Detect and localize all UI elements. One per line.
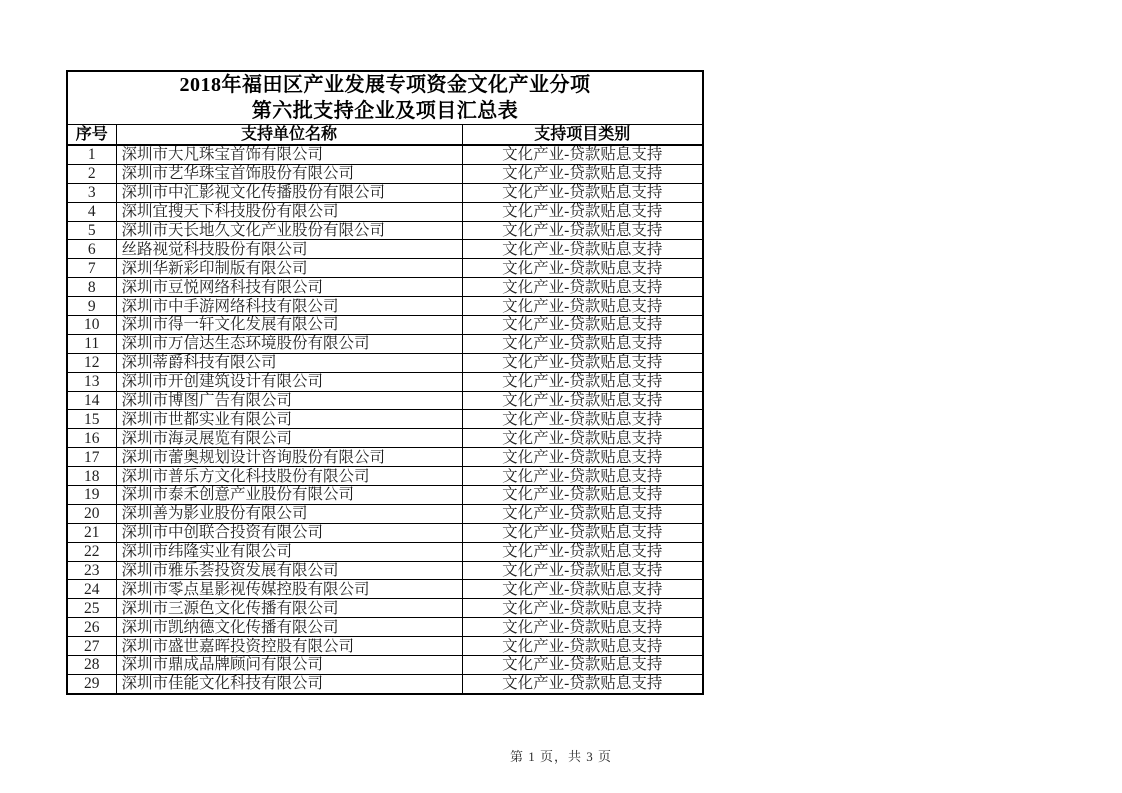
- page-number-text: 第 1 页，共 3 页: [509, 749, 612, 764]
- table-row: [67, 674, 703, 693]
- project-category: 文化产业-贷款贴息支持: [462, 259, 703, 278]
- project-category: 文化产业-贷款贴息支持: [462, 372, 703, 391]
- table-row: [67, 240, 703, 259]
- project-category: 文化产业-贷款贴息支持: [462, 145, 703, 164]
- project-category: 文化产业-贷款贴息支持: [462, 183, 703, 202]
- company-name: 深圳宜搜天下科技股份有限公司: [116, 202, 462, 221]
- row-number: 16: [67, 429, 116, 448]
- company-name: 深圳市盛世嘉晖投资控股有限公司: [116, 637, 462, 656]
- table-row: [67, 599, 703, 618]
- company-name: 深圳善为影业股份有限公司: [116, 504, 462, 523]
- table-row: [67, 429, 703, 448]
- header-row: [67, 125, 703, 146]
- header-col-category: 支持项目类别: [462, 125, 703, 146]
- row-number: 11: [67, 334, 116, 353]
- table-row: [67, 353, 703, 372]
- company-name: 深圳市蕾奥规划设计咨询股份有限公司: [116, 448, 462, 467]
- project-category: 文化产业-贷款贴息支持: [462, 580, 703, 599]
- company-name: 深圳华新彩印制版有限公司: [116, 259, 462, 278]
- project-category: 文化产业-贷款贴息支持: [462, 448, 703, 467]
- project-category: 文化产业-贷款贴息支持: [462, 334, 703, 353]
- table-row: [67, 221, 703, 240]
- project-category: 文化产业-贷款贴息支持: [462, 391, 703, 410]
- project-category: 文化产业-贷款贴息支持: [462, 467, 703, 486]
- row-number: 26: [67, 618, 116, 637]
- project-category: 文化产业-贷款贴息支持: [462, 637, 703, 656]
- project-category: 文化产业-贷款贴息支持: [462, 202, 703, 221]
- project-category: 文化产业-贷款贴息支持: [462, 164, 703, 183]
- table-row: [67, 297, 703, 316]
- row-number: 12: [67, 353, 116, 372]
- row-number: 18: [67, 467, 116, 486]
- company-name: 深圳市万信达生态环境股份有限公司: [116, 334, 462, 353]
- table-row: [67, 372, 703, 391]
- table-body: [67, 145, 703, 694]
- header-col-no: 序号: [67, 125, 116, 146]
- table-row: [67, 542, 703, 561]
- table-row: [67, 259, 703, 278]
- company-name: 深圳市中汇影视文化传播股份有限公司: [116, 183, 462, 202]
- table-row: [67, 164, 703, 183]
- table-row: [67, 580, 703, 599]
- company-name: 深圳市鼎成品牌顾问有限公司: [116, 656, 462, 675]
- company-name: 深圳市佳能文化科技有限公司: [116, 674, 462, 693]
- page-footer: [0, 746, 1122, 765]
- table-row: [67, 334, 703, 353]
- project-category: 文化产业-贷款贴息支持: [462, 410, 703, 429]
- company-name: 深圳市雅乐荟投资发展有限公司: [116, 561, 462, 580]
- row-number: 23: [67, 561, 116, 580]
- table-row: [67, 202, 703, 221]
- row-number: 5: [67, 221, 116, 240]
- company-name: 深圳市海灵展览有限公司: [116, 429, 462, 448]
- project-category: 文化产业-贷款贴息支持: [462, 656, 703, 675]
- row-number: 14: [67, 391, 116, 410]
- row-number: 3: [67, 183, 116, 202]
- table-row: [67, 278, 703, 297]
- table-title: [67, 71, 703, 125]
- row-number: 9: [67, 297, 116, 316]
- row-number: 29: [67, 674, 116, 693]
- table-row: [67, 637, 703, 656]
- table-title-line1: 2018年福田区产业发展专项资金文化产业分项: [179, 74, 591, 96]
- table-row: [67, 183, 703, 202]
- row-number: 7: [67, 259, 116, 278]
- company-name: 深圳市博图广告有限公司: [116, 391, 462, 410]
- row-number: 28: [67, 656, 116, 675]
- project-category: 文化产业-贷款贴息支持: [462, 316, 703, 335]
- table-row: [67, 410, 703, 429]
- company-name: 深圳蒂爵科技有限公司: [116, 353, 462, 372]
- row-number: 22: [67, 542, 116, 561]
- row-number: 25: [67, 599, 116, 618]
- row-number: 24: [67, 580, 116, 599]
- company-name: 深圳市开创建筑设计有限公司: [116, 372, 462, 391]
- project-category: 文化产业-贷款贴息支持: [462, 599, 703, 618]
- company-name: 深圳市大凡珠宝首饰有限公司: [116, 145, 462, 164]
- table-row: [67, 391, 703, 410]
- table-row: [67, 486, 703, 505]
- project-category: 文化产业-贷款贴息支持: [462, 561, 703, 580]
- company-name: 深圳市零点星影视传媒控股有限公司: [116, 580, 462, 599]
- company-name: 深圳市三源色文化传播有限公司: [116, 599, 462, 618]
- row-number: 10: [67, 316, 116, 335]
- company-name: 深圳市中手游网络科技有限公司: [116, 297, 462, 316]
- company-name: 深圳市纬隆实业有限公司: [116, 542, 462, 561]
- company-name: 深圳市天长地久文化产业股份有限公司: [116, 221, 462, 240]
- project-category: 文化产业-贷款贴息支持: [462, 240, 703, 259]
- project-category: 文化产业-贷款贴息支持: [462, 523, 703, 542]
- table-title-line2: 第六批支持企业及项目汇总表: [251, 100, 519, 122]
- project-category: 文化产业-贷款贴息支持: [462, 278, 703, 297]
- company-name: 深圳市艺华珠宝首饰股份有限公司: [116, 164, 462, 183]
- company-name: 深圳市凯纳德文化传播有限公司: [116, 618, 462, 637]
- table-row: [67, 523, 703, 542]
- summary-table: [66, 70, 704, 695]
- project-category: 文化产业-贷款贴息支持: [462, 486, 703, 505]
- table-row: [67, 467, 703, 486]
- table-row: [67, 656, 703, 675]
- project-category: 文化产业-贷款贴息支持: [462, 542, 703, 561]
- project-category: 文化产业-贷款贴息支持: [462, 429, 703, 448]
- company-name: 深圳市普乐方文化科技股份有限公司: [116, 467, 462, 486]
- header-col-name: 支持单位名称: [116, 125, 462, 146]
- company-name: 深圳市世都实业有限公司: [116, 410, 462, 429]
- table-row: [67, 618, 703, 637]
- table-row: [67, 504, 703, 523]
- project-category: 文化产业-贷款贴息支持: [462, 504, 703, 523]
- table-row: [67, 145, 703, 164]
- row-number: 15: [67, 410, 116, 429]
- row-number: 4: [67, 202, 116, 221]
- table-row: [67, 561, 703, 580]
- company-name: 深圳市豆悦网络科技有限公司: [116, 278, 462, 297]
- company-name: 深圳市得一轩文化发展有限公司: [116, 316, 462, 335]
- row-number: 8: [67, 278, 116, 297]
- row-number: 6: [67, 240, 116, 259]
- row-number: 1: [67, 145, 116, 164]
- row-number: 19: [67, 486, 116, 505]
- company-name: 深圳市泰禾创意产业股份有限公司: [116, 486, 462, 505]
- row-number: 17: [67, 448, 116, 467]
- table-row: [67, 316, 703, 335]
- company-name: 丝路视觉科技股份有限公司: [116, 240, 462, 259]
- row-number: 20: [67, 504, 116, 523]
- project-category: 文化产业-贷款贴息支持: [462, 674, 703, 693]
- project-category: 文化产业-贷款贴息支持: [462, 618, 703, 637]
- row-number: 21: [67, 523, 116, 542]
- row-number: 27: [67, 637, 116, 656]
- project-category: 文化产业-贷款贴息支持: [462, 297, 703, 316]
- row-number: 2: [67, 164, 116, 183]
- company-name: 深圳市中创联合投资有限公司: [116, 523, 462, 542]
- project-category: 文化产业-贷款贴息支持: [462, 353, 703, 372]
- row-number: 13: [67, 372, 116, 391]
- table-row: [67, 448, 703, 467]
- project-category: 文化产业-贷款贴息支持: [462, 221, 703, 240]
- title-row: [67, 71, 703, 125]
